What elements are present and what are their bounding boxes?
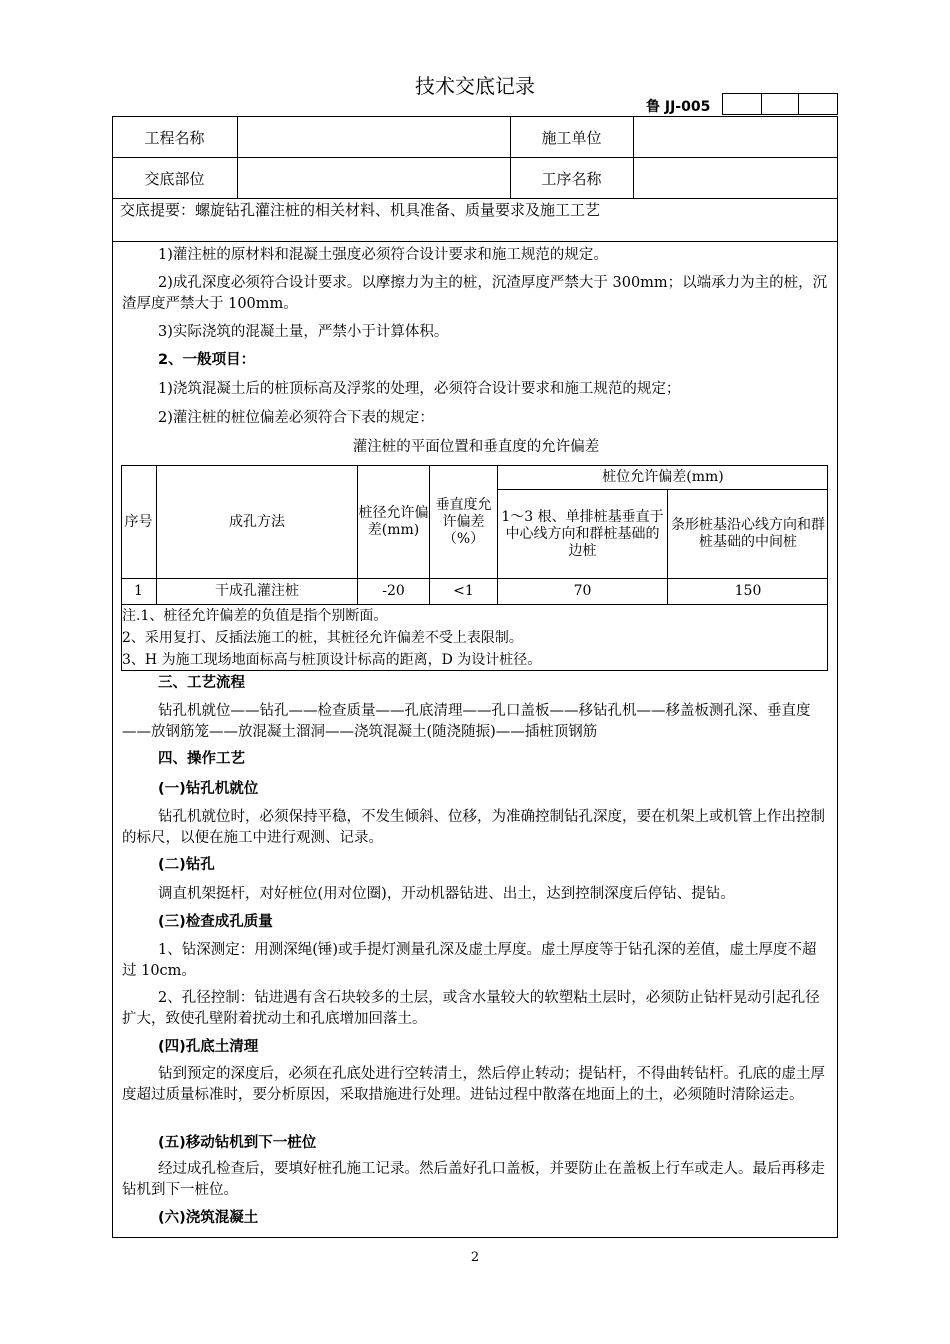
project-name-label: 工程名称 [144,128,205,147]
paragraph: 2)灌注桩的桩位偏差必须符合下表的规定： [158,410,434,426]
subsection-heading: (一)钻孔机就位 [158,781,259,797]
subsection-heading: (四)孔底土清理 [158,1039,259,1055]
document-code: 鲁 JJ-005 [646,99,711,115]
th-method: 成孔方法 [229,513,285,530]
paragraph: 钻孔机就位时，必须保持平稳，不发生倾斜、位移，为准确控制钻孔深度，要在机架上或机管上作出控制的标尺，以便在施工中进行观测、记录。 [122,809,825,846]
subsection-heading: (二)钻孔 [158,857,215,873]
th-seq: 序号 [124,513,153,530]
part-label: 交底部位 [144,169,205,188]
code-box-2 [761,93,799,115]
paragraph: 1)浇筑混凝土后的桩顶标高及浮浆的处理，必须符合设计要求和施工规范的规定； [158,381,681,397]
paragraph: 调直机架挺杆，对好桩位(用对位圈)，开动机器钻进、出土，达到控制深度后停钻、提钻。 [158,886,735,902]
table-note: 3、H 为施工现场地面标高与桩顶设计标高的距离，D 为设计桩径。 [122,652,542,668]
td-seq: 1 [134,583,143,599]
subsection-heading: (五)移动钻机到下一桩位 [158,1135,317,1151]
td-diameter: -20 [382,583,405,599]
table-note: 2、采用复打、反插法施工的桩，其桩径允许偏差不受上表限制。 [122,630,523,646]
td-vertical: <1 [453,583,474,599]
paragraph: 3)实际浇筑的混凝土量，严禁小于计算体积。 [158,324,449,340]
paragraph: 钻孔机就位——钻孔——检查质量——孔底清理——孔口盖板——移钻孔机——移盖板测孔深、垂直度——放钢筋笼——放混凝土溜洞——浇筑混凝土(随浇随振)——插桩顶钢筋 [122,703,811,740]
th-position-group: 桩位允许偏差(mm) [602,469,724,485]
divider [112,198,838,199]
section-heading: 2、一般项目： [158,352,256,368]
section-heading: 三、工艺流程 [158,675,245,691]
construction-unit-value [634,117,838,157]
table-caption: 灌注桩的平面位置和垂直度的允许偏差 [352,439,600,455]
table-rule [121,604,828,605]
td-position-b: 150 [734,583,762,599]
paragraph: 经过成孔检查后，要填好桩孔施工记录。然后盖好孔口盖板，并要防止在盖板上行车或走人。最后再移走钻机到下一桩位。 [122,1161,825,1198]
paragraph: 2、孔径控制：钻进遇有含石块较多的土层，或含水量较大的软塑粘土层时，必须防止钻杆晃动引起孔径扩大，致使孔壁附着扰动土和孔底增加回落土。 [122,990,820,1027]
table-note: 注.1、桩径允许偏差的负值是指个别断面。 [122,608,388,624]
construction-unit-label: 施工单位 [541,128,602,147]
subsection-heading: (三)检查成孔质量 [158,914,273,930]
td-method: 干成孔灌注桩 [215,583,299,599]
td-position-a: 70 [573,583,592,599]
code-box-1 [722,93,762,115]
process-name-value [634,158,838,198]
project-name-value [238,117,510,157]
summary: 交底提要：螺旋钻孔灌注桩的相关材料、机具准备、质量要求及施工工艺 [120,201,601,219]
part-value [238,158,510,198]
paragraph: 1、钻深测定：用测深绳(锤)或手提灯测量孔深及虚土厚度。虚土厚度等于钻孔深的差值，虚土厚度不超过 10cm。 [122,942,817,979]
paragraph: 钻到预定的深度后，必须在孔底处进行空转清土，然后停止转动；提钻杆，不得曲转钻杆。孔底的虚土厚度超过质量标准时，要分析原因，采取措施进行处理。进钻过程中散落在地面上的土，必须随时清除运走。 [122,1066,825,1103]
th-vertical: 垂直度允许偏差（%） [435,496,492,547]
document-title: 技术交底记录 [415,74,535,98]
th-position-a: 1～3 根、单排桩基垂直于中心线方向和群桩基础的边桩 [501,508,664,559]
paragraph: 1)灌注桩的原材料和混凝土强度必须符合设计要求和施工规范的规定。 [158,247,608,263]
process-name-label: 工序名称 [541,169,602,188]
th-diameter: 桩径允许偏差(mm) [358,505,429,538]
section-heading: 四、操作工艺 [158,751,245,767]
divider [112,241,838,242]
subsection-heading: (六)浇筑混凝土 [158,1210,259,1226]
paragraph: 2)成孔深度必须符合设计要求。以摩擦力为主的桩，沉渣厚度严禁大于 300mm；以端承力为主的桩，沉渣厚度严禁大于 100mm。 [122,275,828,312]
code-box-3 [798,93,838,115]
th-position-b: 条形桩基沿心线方向和群桩基础的中间桩 [671,517,825,550]
page-number: 2 [470,1250,480,1265]
